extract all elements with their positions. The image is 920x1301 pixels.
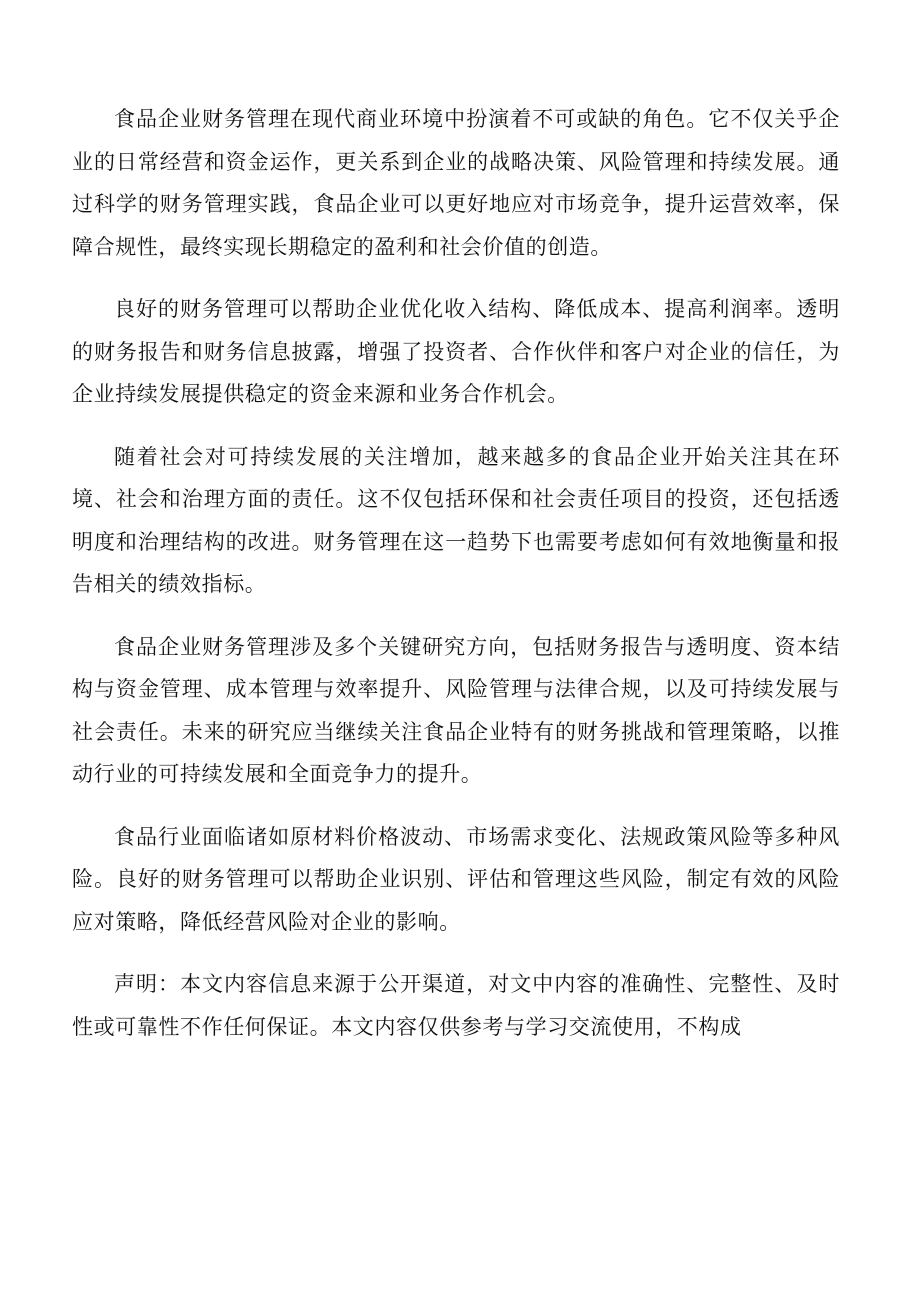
paragraph-disclaimer: 声明：本文内容信息来源于公开渠道，对文中内容的准确性、完整性、及时性或可靠性不作任何保证。本文内容仅供参考与学习交流使用，不构成 xyxy=(72,972,840,1039)
document-body xyxy=(72,98,840,1068)
paragraph-industry-risks: 食品行业面临诸如原材料价格波动、市场需求变化、法规政策风险等多种风险。良好的财务管理可以帮助企业识别、评估和管理这些风险，制定有效的风险应对策略，降低经营风险对企业的影响。 xyxy=(72,824,840,934)
paragraph-benefits-of-financial-management: 良好的财务管理可以帮助企业优化收入结构、降低成本、提高利润率。透明的财务报告和财务信息披露，增强了投资者、合作伙伴和客户对企业的信任，为企业持续发展提供稳定的资金来源和业务合作机会。 xyxy=(72,297,840,406)
paragraph-sustainability-responsibility: 随着社会对可持续发展的关注增加，越来越多的食品企业开始关注其在环境、社会和治理方面的责任。这不仅包括环保和社会责任项目的投资，还包括透明度和治理结构的改进。财务管理在这一趋势下也需要考虑如何有效地衡量和报告相关的绩效指标。 xyxy=(72,444,840,596)
paragraph-role-of-financial-management: 食品企业财务管理在现代商业环境中扮演着不可或缺的角色。它不仅关乎企业的日常经营和资金运作，更关系到企业的战略决策、风险管理和持续发展。通过科学的财务管理实践，食品企业可以更好地应对市场竞争，提升运营效率，保障合规性，最终实现长期稳定的盈利和社会价值的创造。 xyxy=(72,107,840,259)
paragraph-research-directions: 食品企业财务管理涉及多个关键研究方向，包括财务报告与透明度、资本结构与资金管理、成本管理与效率提升、风险管理与法律合规，以及可持续发展与社会责任。未来的研究应当继续关注食品企业特有的财务挑战和管理策略，以推动行业的可持续发展和全面竞争力的提升。 xyxy=(72,634,840,786)
